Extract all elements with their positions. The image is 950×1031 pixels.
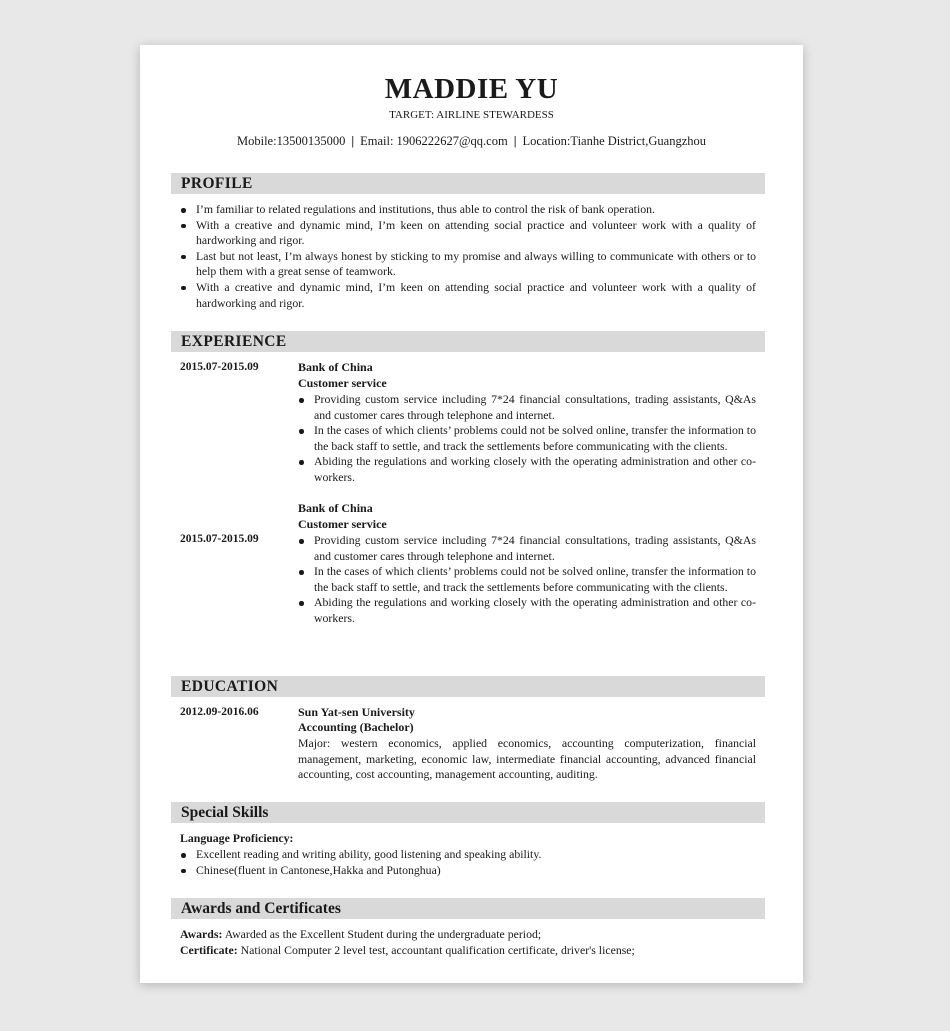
- certificate-label: Certificate:: [180, 943, 238, 957]
- awards-label: Awards:: [180, 927, 223, 941]
- education-date: 2012.09-2016.06: [180, 706, 259, 718]
- list-item: Providing custom service including 7*24 financial consultations, trading assistants, Q&As and customer cares through telephone and internet.: [298, 392, 756, 423]
- skills-list: [180, 847, 756, 878]
- section-title: Special Skills: [181, 804, 269, 821]
- separator: |: [513, 134, 517, 148]
- email-text: Email: 1906222627@qq.com: [360, 134, 508, 148]
- education-section-header: [171, 676, 765, 697]
- job-company: Bank of China: [298, 360, 373, 374]
- list-item: Abiding the regulations and working closely with the operating administration and other co-workers.: [298, 454, 756, 485]
- candidate-name: MADDIE YU: [384, 73, 559, 105]
- job-role: Customer service: [298, 517, 387, 531]
- section-title: PROFILE: [181, 175, 253, 192]
- list-item: In the cases of which clients’ problems could not be solved online, transfer the information to the back staff to settle, and track the settlements before communicating with the clients.: [298, 423, 756, 454]
- list-item: With a creative and dynamic mind, I’m keen on attending social practice and volunteer work with a quality of hardworking and rigor.: [180, 218, 756, 249]
- awards-line: [180, 927, 541, 943]
- separator: |: [351, 134, 355, 148]
- job-date: 2015.07-2015.09: [180, 361, 259, 373]
- list-item: In the cases of which clients’ problems could not be solved online, transfer the information to the back staff to settle, and track the settlements before communicating with the clients.: [298, 564, 756, 595]
- list-item: Chinese(fluent in Cantonese,Hakka and Putonghua): [180, 863, 756, 879]
- skills-subtitle: Language Proficiency:: [180, 831, 294, 845]
- list-item: Last but not least, I’m always honest by sticking to my promise and always willing to communicate with others or to help them with a great sense of teamwork.: [180, 249, 756, 280]
- job-role: Customer service: [298, 376, 387, 390]
- list-item: Providing custom service including 7*24 financial consultations, trading assistants, Q&As and customer cares through telephone and internet.: [298, 533, 756, 564]
- section-title: EDUCATION: [181, 678, 279, 695]
- list-item: Excellent reading and writing ability, good listening and speaking ability.: [180, 847, 756, 863]
- profile-section-header: [171, 173, 765, 194]
- certificate-line: [180, 943, 635, 959]
- resume-page: [140, 45, 803, 983]
- contact-line: [140, 134, 803, 149]
- job-target: TARGET: AIRLINE STEWARDESS: [389, 109, 554, 121]
- job-date: 2015.07-2015.09: [180, 533, 259, 545]
- awards-text: Awarded as the Excellent Student during the undergraduate period;: [224, 927, 542, 941]
- school-name: Sun Yat-sen University: [298, 705, 415, 719]
- certificate-text: National Computer 2 level test, accountant qualification certificate, driver's license;: [240, 943, 635, 957]
- mobile-text: Mobile:13500135000: [236, 134, 346, 148]
- job-company: Bank of China: [298, 501, 373, 515]
- section-title: Awards and Certificates: [181, 900, 341, 917]
- location-text: Location:Tianhe District,Guangzhou: [522, 134, 707, 148]
- awards-section-header: [171, 898, 765, 919]
- list-item: With a creative and dynamic mind, I’m keen on attending social practice and volunteer work with a quality of hardworking and rigor.: [180, 280, 756, 311]
- job-duties: [298, 392, 756, 486]
- job-duties: [298, 533, 756, 627]
- skills-section-header: [171, 802, 765, 823]
- section-title: EXPERIENCE: [181, 333, 287, 350]
- degree: Accounting (Bachelor): [298, 720, 414, 734]
- major-description: Major: western economics, applied economics, accounting computerization, financial management, marketing, economic law, intermediate financial accounting, advanced financial accounting, cost accounting, management accounting, auditing.: [298, 736, 756, 782]
- list-item: I’m familiar to related regulations and institutions, thus able to control the risk of bank operation.: [180, 202, 756, 218]
- experience-section-header: [171, 331, 765, 352]
- profile-list: [180, 202, 756, 311]
- list-item: Abiding the regulations and working closely with the operating administration and other co-workers.: [298, 595, 756, 626]
